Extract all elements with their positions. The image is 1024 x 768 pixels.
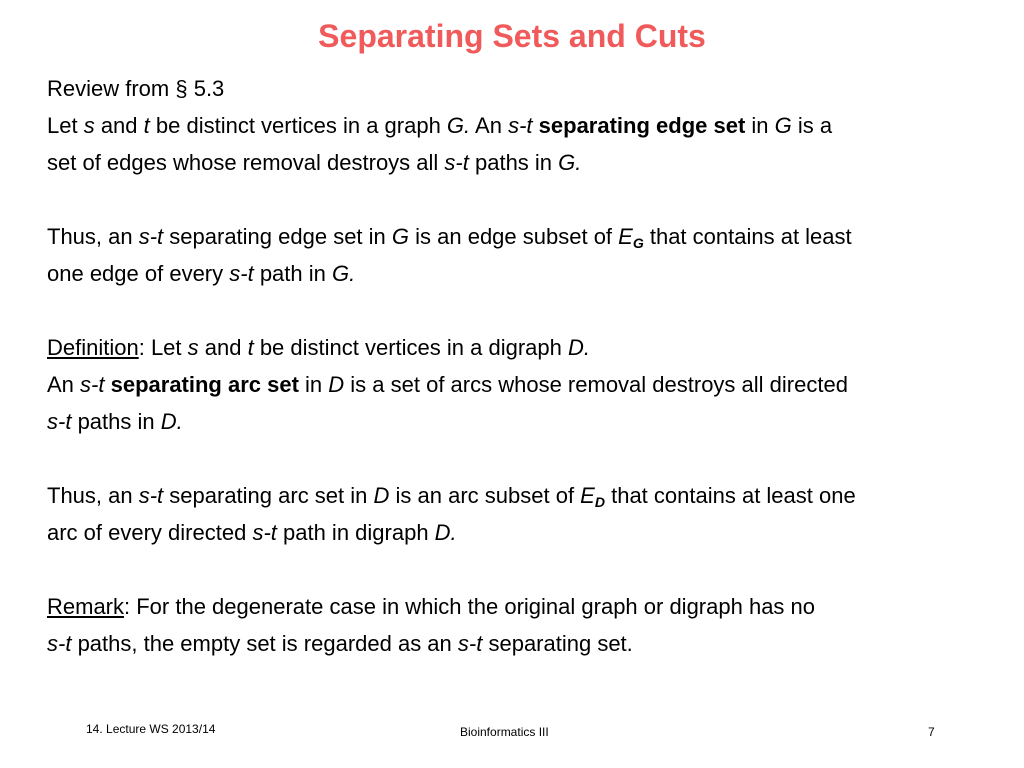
text-run: s-t <box>508 113 533 138</box>
text-run: in <box>298 372 329 397</box>
arc-set-definition-line-2 <box>47 366 1007 403</box>
remark-line-2 <box>47 625 1007 662</box>
arc-set-definition-line-3 <box>47 403 1007 440</box>
text-run: path in <box>253 261 332 286</box>
spacer <box>47 181 1007 218</box>
edge-set-definition-line-2 <box>47 144 1007 181</box>
text-run: one edge of every <box>47 261 230 286</box>
footer-page-number: 7 <box>928 725 935 739</box>
slide-body <box>47 70 1007 662</box>
text-run: G <box>632 235 644 251</box>
text-run: be distinct vertices in a graph <box>149 113 447 138</box>
arc-set-thus-line-2 <box>47 514 1007 551</box>
text-run: be distinct vertices in a digraph <box>253 335 568 360</box>
text-run: D <box>594 494 605 510</box>
text-run: is an arc subset of <box>389 483 581 508</box>
text-run: s-t <box>457 631 483 656</box>
text-run: separating set. <box>482 631 633 656</box>
text-run: D. <box>160 409 183 434</box>
spacer <box>47 440 1007 477</box>
text-run: D <box>373 483 390 508</box>
text-run: separating edge set <box>538 113 746 138</box>
text-run: separating arc set in <box>163 483 374 508</box>
text-run: D. <box>434 520 457 545</box>
text-run: is an edge subset of <box>409 224 619 249</box>
text-run: is a <box>791 113 833 138</box>
text-run: that contains at least <box>643 224 852 249</box>
text-run: G. <box>331 261 356 286</box>
text-run: paths, the empty set is regarded as an <box>71 631 458 656</box>
text-run: E <box>580 483 595 508</box>
text-run: Thus, an <box>47 224 139 249</box>
text-run: in <box>745 113 775 138</box>
text-run: that contains at least one <box>604 483 856 508</box>
text-run: set of edges whose removal destroys all <box>47 150 445 175</box>
text-run: : Let <box>138 335 188 360</box>
footer-lecture: 14. Lecture WS 2013/14 <box>86 722 216 736</box>
text-run: separating edge set in <box>163 224 392 249</box>
text-run: Remark <box>47 594 125 619</box>
edge-set-thus-line-2 <box>47 255 1007 292</box>
text-run: arc of every directed <box>47 520 253 545</box>
text-run: path in digraph <box>276 520 435 545</box>
arc-set-definition-line-1 <box>47 329 1007 366</box>
footer-course: Bioinformatics III <box>460 725 549 739</box>
text-run: G <box>391 224 410 249</box>
spacer <box>47 551 1007 588</box>
text-run: s <box>83 113 95 138</box>
text-run: Thus, an <box>47 483 139 508</box>
text-run: is a set of arcs whose removal destroys all directed <box>344 372 848 397</box>
text-run: s-t <box>47 409 72 434</box>
edge-set-thus-line-1 <box>47 218 1007 255</box>
text-run: t <box>247 335 254 360</box>
text-run: t <box>143 113 150 138</box>
text-run: paths in <box>71 409 161 434</box>
text-run: Definition <box>47 335 139 360</box>
text-run: s-t <box>138 224 164 249</box>
text-run: s-t <box>138 483 164 508</box>
text-run: G. <box>558 150 582 175</box>
text-run: and <box>198 335 248 360</box>
text-run: s-t <box>252 520 277 545</box>
text-run: An <box>47 372 81 397</box>
slide-title: Separating Sets and Cuts <box>318 18 706 54</box>
text-run: s-t <box>229 261 254 286</box>
edge-set-definition-line-1 <box>47 107 1007 144</box>
text-run: Let <box>47 113 84 138</box>
remark-line-1 <box>47 588 1007 625</box>
text-run: paths in <box>468 150 559 175</box>
review-reference: Review from § 5.3 <box>47 76 225 101</box>
text-run: G. <box>446 113 471 138</box>
text-run: s-t <box>80 372 105 397</box>
text-run: : For the degenerate case in which the original graph or digraph has no <box>124 594 816 619</box>
text-run: separating arc set <box>110 372 299 397</box>
text-run: and <box>94 113 144 138</box>
spacer <box>47 292 1007 329</box>
text-run: D <box>328 372 345 397</box>
text-run: s <box>187 335 199 360</box>
text-run: s-t <box>444 150 469 175</box>
text-run: E <box>618 224 633 249</box>
text-run: s-t <box>47 631 72 656</box>
text-run: An <box>470 113 509 138</box>
arc-set-thus-line-1 <box>47 477 1007 514</box>
text-run: G <box>774 113 792 138</box>
text-run: D. <box>567 335 590 360</box>
